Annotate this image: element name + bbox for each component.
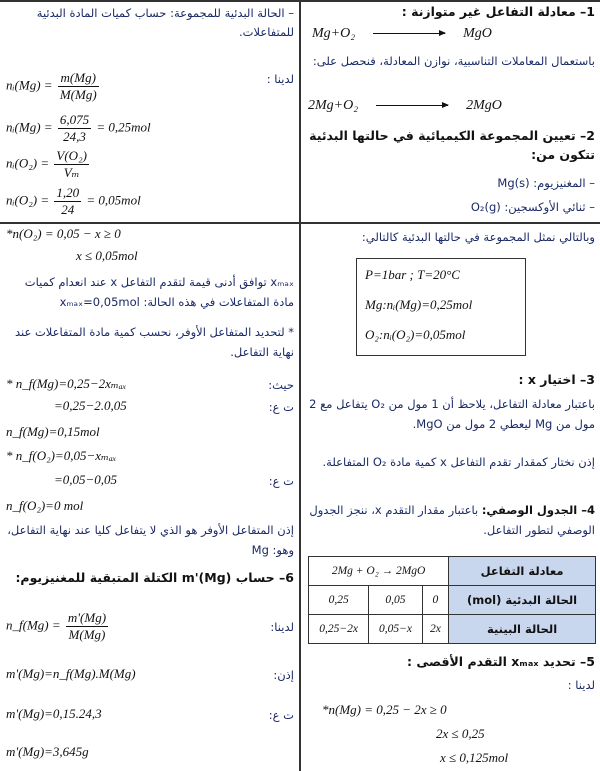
system-intro: وبالتالي نمثل المجموعة في حالتها البدئية كالتالي: [361, 230, 595, 244]
divider-top-vertical [299, 0, 301, 771]
equation-unbalanced [312, 26, 492, 42]
q6-formula3: m'(Mg)=0,15.24,3 [6, 706, 102, 721]
calc-mg-1: * n_f(Mg)=0,25−2xₘₐₓ [6, 376, 127, 391]
table-cell: 2x [422, 615, 449, 644]
calc-mg-3: n_f(Mg)=0,15mol [6, 424, 100, 439]
calc-o2-1: * n_f(O₂)=0,05−xₘₐₓ [6, 448, 117, 463]
table-cell: 0 [422, 586, 449, 615]
table-row-label: الحالة البدئية (mol) [449, 586, 596, 615]
initial-state-box: P=1bar ; T=20°C Mg:nᵢ(Mg)=0,25mol O₂:nᵢ(O₂)=0,05mol [356, 258, 526, 356]
q4-line: 4– الجدول الوصفي: باعتبار مقدار التقدم x، ننجز الجدول الوصفي لتطور التفاعل. [309, 503, 595, 537]
q2-item-o2: – ثنائي الأوكسجين: O₂(g) [470, 200, 595, 214]
eq1-left: Mg+O₂ [312, 26, 356, 41]
q6-result: m'(Mg)=3,645g [6, 744, 89, 759]
table-header-label: معادلة التفاعل [449, 557, 596, 586]
calc-o2-3: n_f(O₂)=0 mol [6, 498, 84, 513]
limiting-paragraph: إذن المتفاعل الأوفر هو الذي لا يتفاعل كليا عند نهاية التفاعل، وهو: Mg [7, 523, 294, 557]
divider-horizontal [0, 222, 600, 224]
q2-item-mg: – المغنيزيوم: Mg(s) [497, 176, 595, 190]
q5-line2: 2x ≤ 0,25 [436, 726, 485, 741]
q5-title: 5– تحديد xₘₐₓ التقدم الأقصى : [407, 654, 595, 669]
q6-ladayna: لدينا: [270, 620, 294, 634]
table-cell: 0,05−x [369, 615, 422, 644]
o2-ineq1: *n(O₂) = 0,05 − x ≥ 0 [6, 226, 121, 241]
hayth-label: حيث: [268, 378, 294, 392]
o2-ineq2: x ≤ 0,05mol [76, 248, 138, 263]
top-border [0, 0, 600, 2]
table-cell: 0,25 [309, 586, 369, 615]
eq1-right: MgO [463, 26, 492, 41]
q1-text: باستعمال المعاملات التناسبية، نوازن المعادلة، فنحصل على: [312, 54, 595, 68]
q6-formula2: m'(Mg)=n_f(Mg).M(Mg) [6, 666, 136, 681]
arrow-icon [373, 33, 445, 34]
eq2-left: 2Mg+O₂ [308, 98, 359, 113]
q2-title: 2– تعيين المجموعة الكيميائية في حالتها البدئية تتكون من: [309, 128, 595, 162]
q6-title: 6– حساب m'(Mg) الكتلة المتبقية للمغنيزيوم: [15, 570, 294, 585]
table-cell: 0,05 [369, 586, 422, 615]
xmax-paragraph: xₘₐₓ توافق أدنى قيمة لتقدم التفاعل x عند انعدام كميات مادة المتفاعلات في هذه الحالة: xₘₐₓ=0,05mol [24, 275, 294, 309]
table-row-label: الحالة البينية [449, 615, 596, 644]
ta-label: ت ع: [268, 400, 294, 414]
formula-ni-o2: nᵢ(O₂) = $\frac{\text{V(O₂)}}{\text{Vₘ}}$ [6, 148, 87, 180]
arrow-icon [376, 105, 448, 106]
table-equation: 2Mg + O₂ → 2MgO [309, 557, 449, 586]
table-cell: 0,25−2x [309, 615, 369, 644]
q6-formula1: n_f(Mg) = $\frac{m'(Mg)}{M(Mg)}$ [6, 610, 107, 642]
calc-mg-2: =0,25−2.0,05 [54, 398, 127, 413]
q1-title: 1– معادلة التفاعل غير متوازنة : [401, 4, 595, 19]
q6-ta: ت ع: [268, 708, 294, 722]
q5-ladayna: لدينا : [567, 678, 595, 692]
q3-text: باعتبار معادلة التفاعل، يلاحظ أن 1 مول من O₂ يتفاعل مع 2 مول من Mg ليعطي 2 مول من MgO. [309, 397, 595, 431]
initial-state-intro: – الحالة البدئية للمجموعة: حساب كميات المادة البدئية للمتفاعلات. [36, 6, 294, 39]
q5-line3: x ≤ 0,125mol [440, 750, 509, 765]
excess-paragraph: * لتحديد المتفاعل الأوفر، نحسب كمية مادة المتفاعلات عند نهاية التفاعل. [14, 325, 294, 359]
q6-idhan: إذن: [273, 668, 294, 682]
equation-balanced [308, 98, 502, 114]
formula-ni-o2-value: nᵢ(O₂) = $\frac{1,20}{24}$ = 0,05mol [6, 185, 141, 217]
eq2-right: 2MgO [466, 98, 502, 113]
calc-o2-2: =0,05−0,05 [54, 472, 118, 487]
ta-label: ت ع: [268, 474, 294, 488]
progress-table [308, 556, 596, 644]
formula-ni-mg-value: nᵢ(Mg) = $\frac{6,075}{24,3}$ = 0,25mol [6, 112, 151, 144]
q5-line1: *n(Mg) = 0,25 − 2x ≥ 0 [322, 702, 447, 717]
formula-ni-mg: nᵢ(Mg) = $\frac{m(Mg)}{M(Mg)}$ [6, 70, 97, 102]
q3-text2: إذن نختار كمقدار تقدم التفاعل x كمية مادة O₂ المتفاعلة. [322, 455, 595, 469]
ladayna-label: لدينا : [266, 72, 294, 86]
q3-title: 3– اختيار x : [518, 372, 595, 387]
